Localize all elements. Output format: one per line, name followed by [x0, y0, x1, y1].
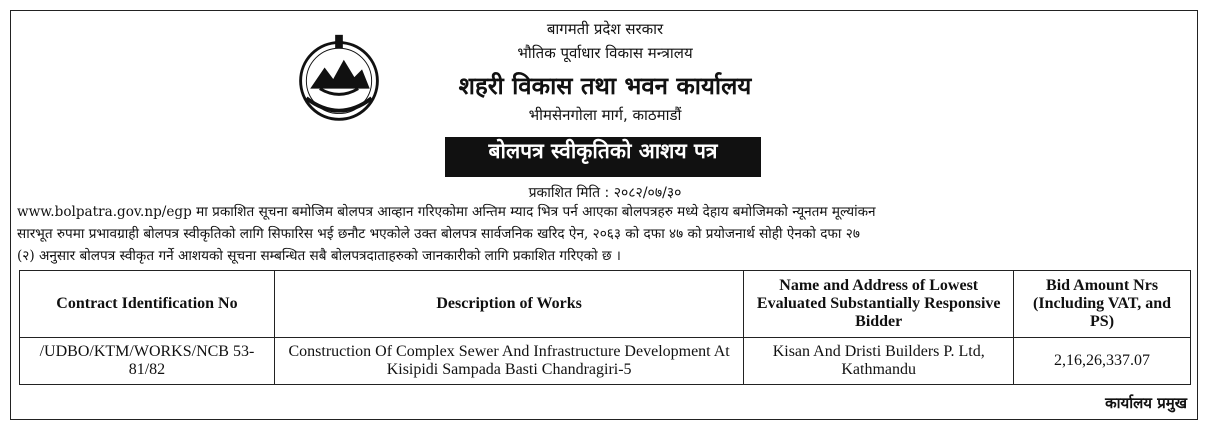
- column-header: Name and Address of Lowest Evaluated Substantially Responsive Bidder: [744, 271, 1014, 338]
- description-cell: Construction Of Complex Sewer And Infrastructure Development At Kisipidi Sampada Basti Chandragiri-5: [274, 338, 743, 385]
- bidder-cell: Kisan And Dristi Builders P. Ltd, Kathmandu: [744, 338, 1014, 385]
- amount-cell: 2,16,26,337.07: [1014, 338, 1191, 385]
- office-name: शहरी विकास तथा भवन कार्यालय: [458, 72, 752, 100]
- column-header: Description of Works: [274, 271, 743, 338]
- ministry-name: भौतिक पूर्वाधार विकास मन्त्रालय: [517, 44, 693, 62]
- column-header: Bid Amount Nrs (Including VAT, and PS): [1014, 271, 1191, 338]
- paragraph-line: सारभूत रुपमा प्रभावग्राही बोलपत्र स्वीकृतिको लागि सिफारिस भई छनौट भएकोले उक्त बोलपत्र सार्वजनिक खरिद ऐन, २०६३ को दफा ४७ को प्रयोजनार्थ सोही ऐनको दफा २७: [17, 226, 860, 242]
- publish-date: प्रकाशित मिति : २०८२/०७/३०: [528, 185, 682, 201]
- contract-table: [19, 270, 1191, 385]
- paragraph-line: (२) अनुसार बोलपत्र स्वीकृत गर्ने आशयको सूचना सम्बन्धित सबै बोलपत्रदाताहरुको जानकारीको लागि प्रकाशित गरिएको छ ।: [17, 248, 621, 264]
- table-header-row: [20, 271, 1191, 338]
- table-row: [20, 338, 1191, 385]
- signature-label: कार्यालय प्रमुख: [1105, 394, 1187, 412]
- office-address: भीमसेनगोला मार्ग, काठमाडौं: [528, 106, 682, 124]
- paragraph-line: www.bolpatra.gov.np/egp मा प्रकाशित सूचना बमोजिम बोलपत्र आव्हान गरिएकोमा अन्तिम म्याद भित्र पर्न आएका बोलपत्रहरु मध्ये देहाय बमोजिमको न्यूनतम मूल्यांकन: [17, 204, 876, 220]
- contract-id-cell: /UDBO/KTM/WORKS/NCB 53-81/82: [20, 338, 275, 385]
- notice-paragraph: [17, 201, 1193, 267]
- column-header: Contract Identification No: [20, 271, 275, 338]
- notice-frame: [10, 10, 1198, 420]
- province-government: बागमती प्रदेश सरकार: [546, 20, 664, 38]
- notice-title: बोलपत्र स्वीकृतिको आशय पत्र: [445, 137, 761, 177]
